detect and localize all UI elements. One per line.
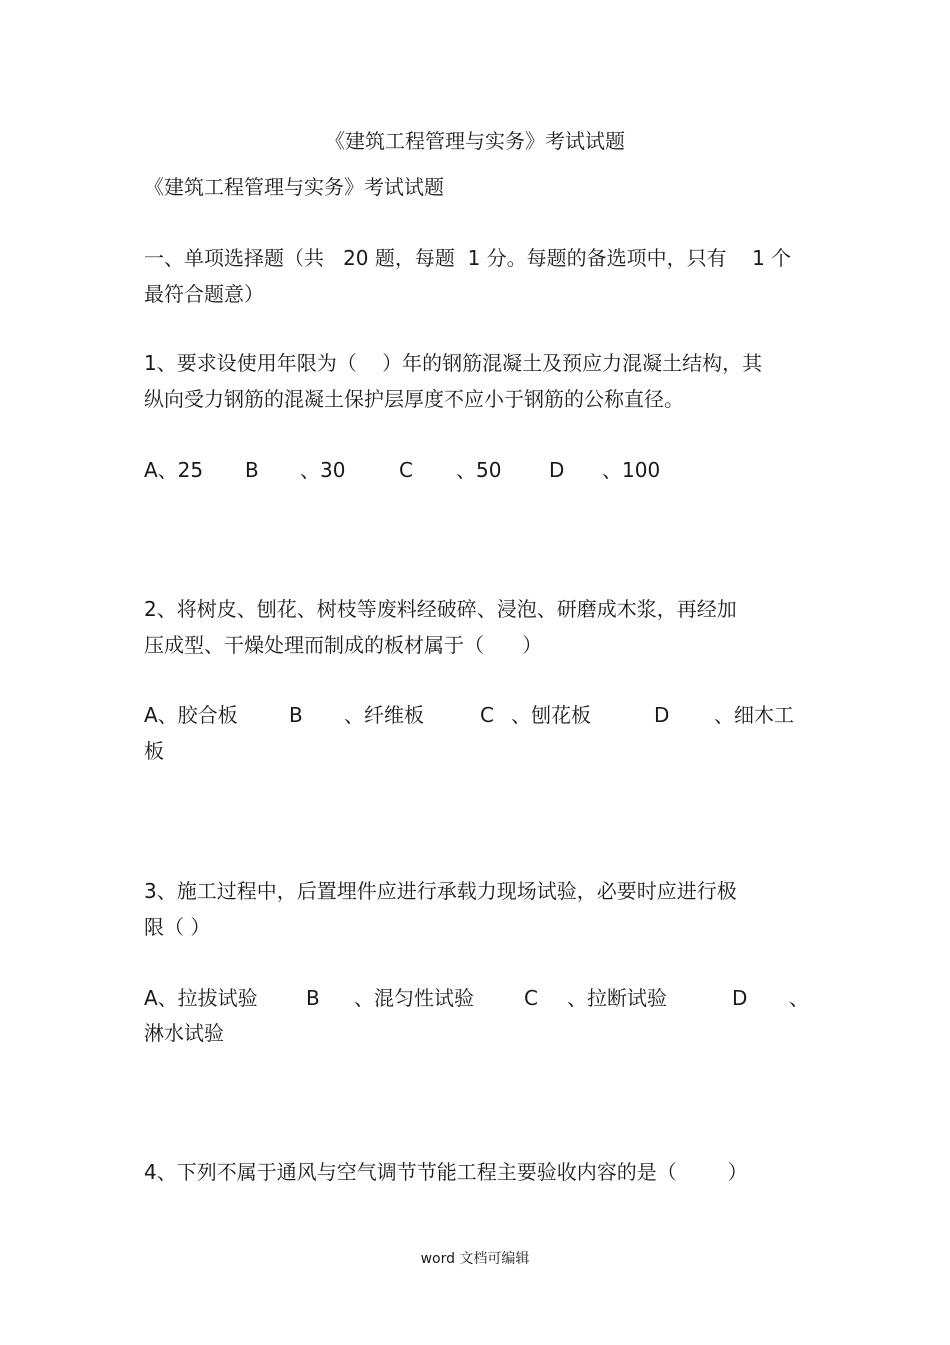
option-d-letter: D	[732, 986, 748, 1010]
option-b-letter: B	[245, 458, 259, 482]
option-b-text: 、30	[300, 458, 346, 482]
question-3-stem-line2: 限（ ）	[144, 915, 211, 939]
option-d-letter: D	[549, 458, 565, 482]
document-subtitle: 《建筑工程管理与实务》考试试题	[144, 175, 444, 199]
option-c-text: 、50	[456, 458, 502, 482]
question-2-options	[144, 701, 814, 729]
section-heading-line1: 一、单项选择题（共 20 题，每题 1 分。每题的备选项中，只有 1 个	[144, 246, 792, 270]
option-d-text: 、细木工	[714, 703, 794, 727]
option-c-letter: C	[399, 458, 413, 482]
option-a: A、25	[144, 458, 204, 482]
question-4-stem-line1: 4、下列不属于通风与空气调节节能工程主要验收内容的是（ ）	[144, 1160, 748, 1184]
question-1-stem-line1: 1、要求设使用年限为（ ）年的钢筋混凝土及预应力混凝土结构，其	[144, 351, 763, 375]
page-footer: word 文档可编辑	[420, 1251, 530, 1267]
question-3-options	[144, 984, 814, 1012]
option-d-text: 、100	[602, 458, 661, 482]
section-heading-line2: 最符合题意）	[144, 282, 264, 306]
option-c-text: 、刨花板	[511, 703, 591, 727]
option-b-letter: B	[306, 986, 320, 1010]
question-1-stem-line2: 纵向受力钢筋的混凝土保护层厚度不应小于钢筋的公称直径。	[144, 387, 684, 411]
option-b-letter: B	[289, 703, 303, 727]
option-a: A、拉拔试验	[144, 986, 258, 1010]
option-b-text: 、纤维板	[344, 703, 424, 727]
document-title: 《建筑工程管理与实务》考试试题	[325, 129, 625, 153]
question-2-stem-line1: 2、将树皮、刨花、树枝等废料经破碎、浸泡、研磨成木浆，再经加	[144, 597, 737, 621]
option-c-text: 、拉断试验	[567, 986, 667, 1010]
question-2-options-line2: 板	[144, 739, 164, 763]
question-3-options-line2: 淋水试验	[144, 1021, 224, 1045]
option-d-text: 、	[789, 986, 809, 1010]
question-2-stem-line2: 压成型、干燥处理而制成的板材属于（ ）	[144, 633, 543, 657]
option-c-letter: C	[480, 703, 494, 727]
option-c-letter: C	[524, 986, 538, 1010]
question-3-stem-line1: 3、施工过程中，后置埋件应进行承载力现场试验，必要时应进行极	[144, 879, 737, 903]
option-b-text: 、混匀性试验	[354, 986, 474, 1010]
option-a: A、胶合板	[144, 703, 238, 727]
question-1-options	[144, 456, 844, 484]
option-d-letter: D	[654, 703, 670, 727]
